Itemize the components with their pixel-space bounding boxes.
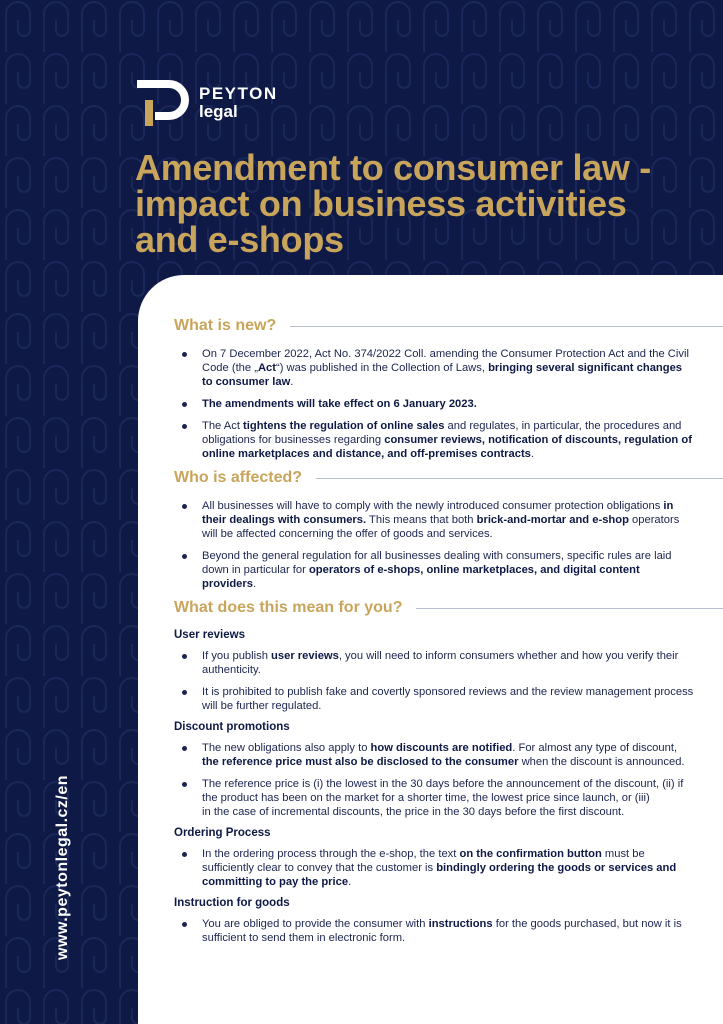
section-heading-text: What does this mean for you? <box>174 599 403 616</box>
list-item <box>174 777 694 819</box>
divider <box>416 608 723 609</box>
bold-text: brick-and-mortar and e-shop <box>476 514 629 526</box>
content-panel <box>138 275 723 1024</box>
bold-text: bringing several significant changes to consumer law <box>202 362 683 388</box>
divider <box>290 326 723 327</box>
section-heading <box>174 599 694 617</box>
text-run: The new obligations also apply to <box>202 742 371 754</box>
list-item <box>174 419 694 461</box>
list-item <box>174 847 694 889</box>
bullet-list <box>174 847 694 889</box>
text-run: and regulates, in particular, the procedures and obligations for businesses regarding <box>202 420 682 446</box>
divider <box>316 478 723 479</box>
text-run: You are obliged to provide the consumer with <box>202 918 429 930</box>
text-run: . <box>348 876 352 888</box>
list-item <box>174 649 694 677</box>
text-run: The Act <box>202 420 244 432</box>
list-item <box>174 741 694 769</box>
text-run: . For almost any type of discount, <box>512 742 678 754</box>
subsection-heading: Discount promotions <box>174 721 290 733</box>
list-item <box>174 549 694 591</box>
text-run: for the goods purchased, but now it is sufficient to send them in electronic form. <box>202 918 682 944</box>
list-item <box>174 917 694 945</box>
subsection-heading: Instruction for goods <box>174 897 290 909</box>
logo <box>135 78 278 128</box>
section-heading-text: What is new? <box>174 317 277 334</box>
bold-text: instructions <box>428 918 493 930</box>
text-run: , you will need to inform consumers whether and how you verify their authenticity. <box>202 650 679 676</box>
peyton-logo-icon <box>135 78 191 128</box>
text-run: Beyond the general regulation for all businesses dealing with consumers, specific rules are laid down in particular for <box>202 550 672 576</box>
subsection-heading: User reviews <box>174 629 245 641</box>
text-run: It is prohibited to publish fake and covertly sponsored reviews and the review management process will be further regulated. <box>202 686 694 712</box>
text-run: On 7 December 2022, Act No. 374/2022 Coll. amending the Consumer Protection Act and the Civil Code (the „ <box>202 348 689 374</box>
text-run: If you publish <box>202 650 272 662</box>
bullet-list <box>174 499 694 591</box>
list-item <box>174 685 694 713</box>
bold-text: consumer reviews, notification of discounts, regulation of online marketplaces and distance, and off-premises contracts <box>202 434 692 460</box>
bold-text: operators of e-shops, online marketplaces, and digital content providers <box>202 564 640 590</box>
bullet-list <box>174 347 694 461</box>
text-run: operators will be affected concerning the offer of goods and services. <box>202 514 680 540</box>
bold-text: on the confirmation button <box>459 848 602 860</box>
text-run: . <box>530 448 534 460</box>
text-run: must be sufficiently clear to convey that the customer is <box>202 848 645 874</box>
bold-text: The amendments will take effect on 6 January 2023. <box>202 398 477 410</box>
text-run: . <box>252 578 257 590</box>
bold-text: tightens the regulation of online sales <box>243 420 445 432</box>
bullet-list <box>174 741 694 819</box>
bold-text: user reviews <box>271 650 339 662</box>
section-heading <box>174 317 694 335</box>
logo-subname: legal <box>199 102 238 121</box>
bullet-list <box>174 649 694 713</box>
bold-text: how discounts are notified <box>370 742 513 754</box>
bullet-list <box>174 917 694 945</box>
text-run: . <box>290 376 294 388</box>
list-item <box>174 499 694 541</box>
logo-wordmark <box>199 85 278 121</box>
text-run: The reference price is (i) the lowest in the 30 days before the announcement of the discount, (ii) if the product has been on the market for a shorter time, the lowest price since launch, or (iii) <box>202 778 684 804</box>
list-item <box>174 347 694 389</box>
bold-text: bindingly ordering the goods or services and committing to pay the price <box>202 862 677 888</box>
text-run: In the ordering process through the e-shop, the text <box>202 848 460 860</box>
section-heading <box>174 469 694 487</box>
website-url[interactable]: www.peytonlegal.cz/en <box>54 774 71 960</box>
list-item <box>174 397 694 411</box>
text-run: This means that both <box>366 514 477 526</box>
section <box>174 317 694 461</box>
text-run: when the discount is announced. <box>518 756 685 768</box>
text-run: All businesses will have to comply with the newly introduced consumer protection obligations <box>202 500 664 512</box>
content-body <box>174 317 694 953</box>
bold-text: in their dealings with consumers. <box>202 500 674 526</box>
logo-name: PEYTON <box>199 84 278 103</box>
subsection-heading: Ordering Process <box>174 827 271 839</box>
section-heading-text: Who is affected? <box>174 469 303 486</box>
section <box>174 469 694 591</box>
bold-text: the reference price must also be disclosed to the consumer <box>202 756 519 768</box>
bold-text: Act <box>257 362 276 374</box>
page-title: Amendment to consumer law - impact on business activities and e-shops <box>135 147 651 260</box>
section <box>174 599 694 945</box>
text-run: “) was published in the Collection of Laws, <box>276 362 489 374</box>
text-run: in the case of incremental discounts, the price in the 30 days before the first discount. <box>202 806 625 818</box>
